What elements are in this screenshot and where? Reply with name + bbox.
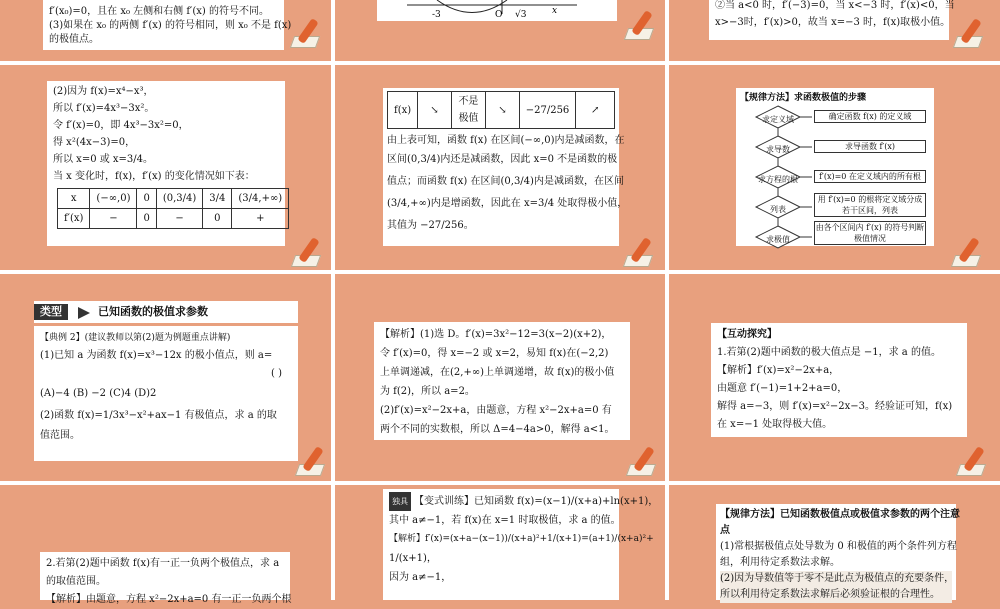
grid-divider-h3 (0, 481, 1000, 485)
flowchart-step (756, 106, 800, 128)
flowchart-note: f′(x)=0 在定义域内的所有根 (814, 170, 926, 183)
slide-thumb-11[interactable] (383, 489, 659, 600)
text-line: (2)因为 f(x)=x⁴−x³， (53, 86, 154, 97)
flowchart-note: 确定函数 f(x) 的定义域 (814, 110, 926, 123)
text-line: 其中 a≠−1，若 f(x)在 x=1 时取极值，求 a 的值。 (389, 515, 621, 526)
variation-table (387, 91, 615, 129)
text-line: 由题意 f′(−1)=1+2+a=0， (717, 383, 848, 394)
text-line (389, 492, 659, 511)
table-cell: −27/256 (519, 92, 576, 129)
slide-thumb-3[interactable] (709, 0, 955, 40)
text-line: 解得 a=−3，则 f′(x)=x²−2x−3。经验证可知，f(x) (717, 401, 953, 412)
table-cell: f′(x) (58, 209, 90, 229)
slide-thumb-9[interactable] (711, 323, 967, 437)
pen-paper-icon (628, 446, 658, 476)
text-line: 1/(x+1)， (389, 553, 437, 564)
text-line: (2)f′(x)=x²−2x+a，由题意，方程 x²−2x+a=0 有 (380, 405, 612, 416)
text-line: 因为 a≠−1， (389, 572, 452, 583)
text-line: 两个不同的实数根，所以 Δ=4−4a>0，解得 a<1。 (380, 424, 615, 435)
slide-thumb-8[interactable] (374, 322, 630, 440)
table-cell: (0,3/4) (156, 189, 202, 209)
text-line: 所以利用待定系数法求解后必须验证根的合理性。 (720, 587, 952, 603)
text-line: 得 x²(4x−3)=0， (53, 137, 136, 148)
flowchart-step (756, 226, 800, 248)
table-cell: ↘ (418, 92, 452, 129)
text-line: 点 (720, 525, 730, 536)
table-cell: − (156, 209, 202, 229)
grid-divider-v2 (665, 0, 669, 600)
text-line: 2.若第(2)题中函数 f(x)有一正一负两个极值点，求 a (46, 558, 280, 569)
table-cell: 0 (137, 209, 156, 229)
text-line: 【解析】由题意，方程 x²−2x+a=0 有一正一负两个根 (46, 594, 292, 605)
text-line: 【规律方法】已知函数极值点或极值求参数的两个注意 (720, 509, 960, 520)
text-line: ( ) (271, 368, 282, 379)
text-line: (1)已知 a 为函数 f(x)=x³−12x 的极小值点，则 a= (40, 350, 273, 361)
pen-paper-icon (626, 10, 656, 40)
pen-paper-icon (958, 446, 988, 476)
text-line: 【解析】f′(x)=(x+a−(x−1))/(x+a)²+1/(x+1)=(a+1)/(x+a)²+ (389, 534, 654, 544)
table-cell: + (232, 209, 289, 229)
step-label: 求极值 (766, 235, 790, 244)
graph-plot (377, 0, 617, 21)
text-line: 其值为 −27/256。 (387, 220, 474, 231)
text-span: 【变式训练】已知函数 f(x)=(x−1)/(x+a)+ln(x+1)， (414, 496, 659, 507)
text-line: 所以 f′(x)=4x³−3x²。 (53, 103, 155, 114)
text-line: (2)函数 f(x)=1/3x³−x²+ax−1 有极值点，求 a 的取 (40, 410, 277, 421)
text-line: 值范围。 (40, 430, 80, 441)
text-line: 令 f′(x)=0，得 x=−2 或 x=2，易知 f(x)在(−2,2) (380, 348, 609, 359)
text-line: 为 f(2)，所以 a=2。 (380, 386, 475, 397)
slide-thumb-6[interactable] (736, 88, 934, 246)
grid-divider-h2 (0, 270, 1000, 274)
pen-paper-icon (955, 18, 985, 48)
text-line: 【解析】f′(x)=x²−2x+a， (717, 365, 840, 376)
text-line: (3/4,+∞)内是增函数，因此在 x=3/4 处取得极小值， (387, 198, 628, 209)
text-line: 【解析】(1)选 D。f′(x)=3x²−12=3(x−2)(x+2)， (380, 329, 612, 340)
table-cell: (−∞,0) (90, 189, 137, 209)
text-line: 由上表可知，函数 f(x) 在区间(−∞,0)内是减函数，在 (387, 135, 625, 146)
grid-divider-h1 (0, 61, 1000, 65)
text-line: f′(x₀)=0，且在 x₀ 左侧和右侧 f′(x) 的符号不同。 (49, 6, 269, 17)
flowchart-step (756, 136, 800, 158)
table-cell: 不是极值 (451, 92, 485, 129)
step-label: 求导数 (766, 145, 790, 154)
axis-label: -3 (432, 10, 441, 20)
flowchart-note: 用 f′(x)=0 的根将定义域分成若干区间，列表 (814, 193, 926, 217)
table-cell: 3/4 (203, 189, 232, 209)
text-line: 区间(0,3/4)内还是减函数，因此 x=0 不是函数的极 (387, 154, 618, 165)
table-cell: − (90, 209, 137, 229)
text-line: 【典例 2】(建议教师以第(2)题为例题重点讲解) (40, 333, 231, 343)
text-line: 上单调递减，在(2,+∞)上单调递增，故 f(x)的极小值 (380, 367, 615, 378)
type-tag: 类型 (34, 304, 68, 320)
table-cell: ↗ (576, 92, 615, 129)
text-line: 所以 x=0 或 x=3/4。 (53, 154, 154, 165)
table-cell: 0 (137, 189, 156, 209)
flowchart-note: 由各个区间内 f′(x) 的符号判断极值情况 (815, 223, 925, 243)
pen-paper-icon (625, 237, 655, 267)
table-cell: x (58, 189, 90, 209)
text-line: 令 f′(x)=0，即 4x³−3x²=0， (53, 120, 189, 131)
step-label: 列表 (770, 205, 786, 214)
text-line: (1)常根据极值点处导数为 0 和极值的两个条件列方程 (720, 541, 957, 552)
table-row (58, 209, 289, 229)
slide-thumb-10[interactable] (40, 552, 292, 605)
slide-thumb-4[interactable] (47, 81, 285, 246)
text-line: 1.若第(2)题中函数的极大值点是 −1，求 a 的值。 (717, 347, 941, 358)
text-line: 的极值点。 (49, 34, 99, 45)
table-row (388, 92, 615, 129)
slide-thumb-12[interactable] (716, 504, 960, 600)
arrow-right-icon (78, 307, 90, 319)
slide-thumb-2[interactable] (377, 0, 617, 21)
text-line: x>−3时，f′(x)>0，故当 x=−3 时，f(x)取极小值。 (715, 17, 951, 28)
text-line: (A)−4 (B) −2 (C)4 (D)2 (40, 388, 157, 399)
text-line: (3)如果在 x₀ 的两侧 f′(x) 的符号相同，则 x₀ 不是 f(x) (49, 20, 292, 31)
variation-table (57, 188, 289, 229)
flowchart-step (756, 166, 800, 188)
slide-thumb-7[interactable] (34, 326, 298, 461)
axis-label: √3 (515, 10, 527, 20)
table-cell: (3/4,+∞) (232, 189, 289, 209)
text-line: ②当 a<0 时，f′(−3)=0，当 x<−3 时，f′(x)<0，当 (715, 0, 955, 11)
grid-divider-v1 (331, 0, 335, 600)
slide-thumb-1[interactable] (43, 0, 292, 50)
text-line: (2)因为导数值等于零不是此点为极值点的充要条件， (720, 571, 952, 587)
type-title: 已知函数的极值求参数 (98, 305, 208, 318)
table-cell: 0 (203, 209, 232, 229)
step-label: 求定义域 (762, 115, 794, 124)
pen-paper-icon (293, 237, 323, 267)
badge: 独具 (389, 492, 411, 511)
flowchart-title: 【规律方法】求函数极值的步骤 (740, 93, 867, 103)
table-cell: ↘ (486, 92, 520, 129)
axis-label: x (552, 6, 558, 16)
text-line: 当 x 变化时，f(x)，f′(x) 的变化情况如下表： (53, 171, 255, 182)
section-type-header (34, 301, 298, 323)
table-row (58, 189, 289, 209)
text-line: 组，利用待定系数法求解。 (720, 557, 840, 568)
table-cell: f(x) (388, 92, 418, 129)
pen-paper-icon (297, 446, 327, 476)
pen-paper-icon (953, 237, 983, 267)
axis-label: O (495, 10, 503, 20)
flowchart-note: 求导函数 f′(x) (814, 140, 926, 153)
text-line: 在 x=−1 处取得极大值。 (717, 419, 833, 430)
text-line: 的取值范围。 (46, 576, 106, 587)
flowchart-step (756, 196, 800, 218)
text-line: 【互动探究】 (717, 329, 777, 340)
slide-thumb-5[interactable] (383, 88, 628, 246)
pen-paper-icon (292, 18, 322, 48)
text-line: 值点；而函数 f(x) 在区间(0,3/4)内是减函数，在区间 (387, 176, 624, 187)
step-label: 求方程的根 (758, 175, 798, 184)
